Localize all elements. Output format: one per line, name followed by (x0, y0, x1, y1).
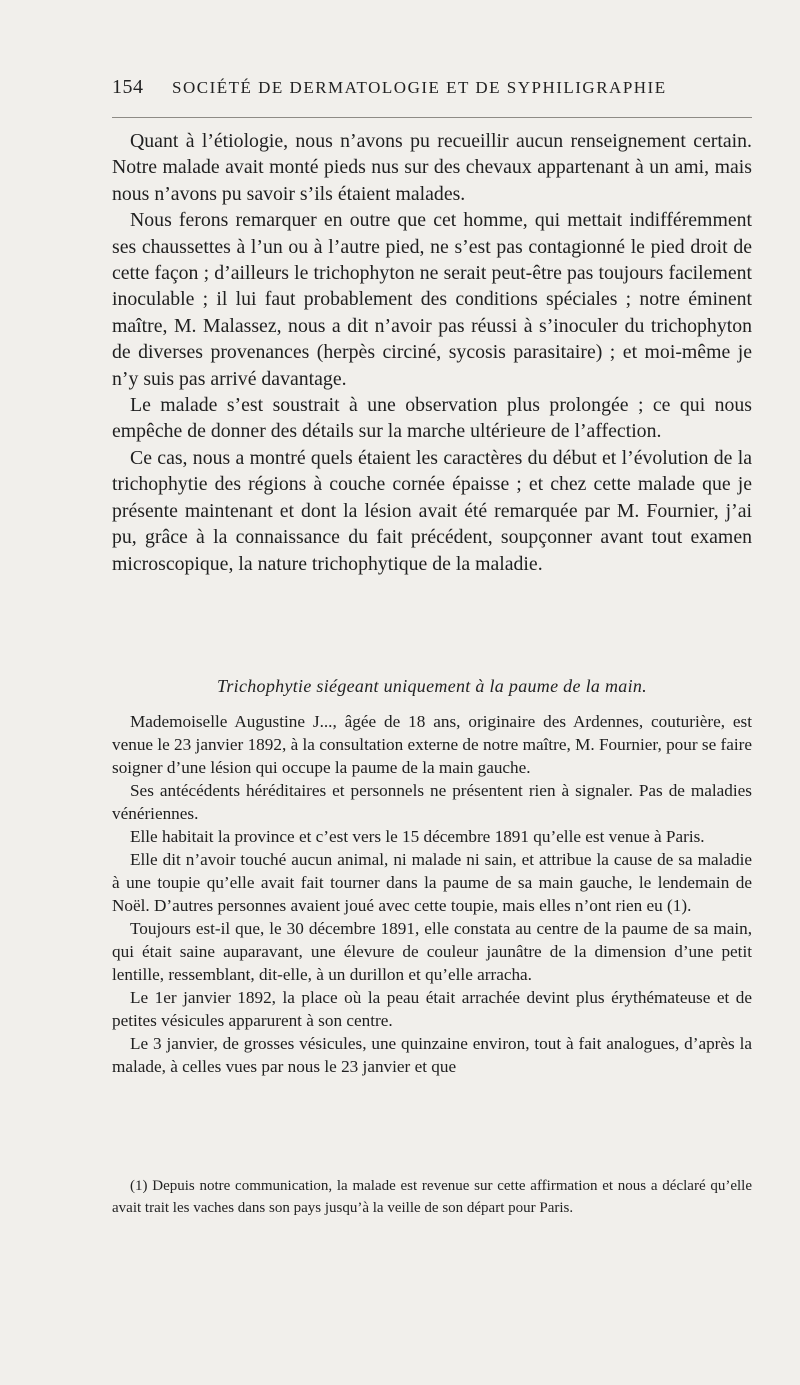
page-number: 154 (112, 76, 144, 98)
body-text (112, 128, 752, 577)
case-paragraph: Toujours est-il que, le 30 décembre 1891, elle constata au centre de la paume de sa main, qui était saine auparavant, une élevure de couleur jaunâtre de la dimension d’une petit lentille, ressemblant, dit-elle, à un durillon et qu’elle arracha. (112, 919, 752, 984)
paragraph: Le malade s’est soustrait à une observation plus prolongée ; ce qui nous empêche de donner des détails sur la marche ultérieure de l’affection. (112, 394, 752, 443)
paragraph: Quant à l’étiologie, nous n’avons pu recueillir aucun renseignement certain. Notre malade avait monté pieds nus sur des chevaux appartenant à un ami, mais nous n’avons pu savoir s’ils étaient malades. (112, 130, 752, 205)
page-header (112, 76, 752, 104)
paragraph: Nous ferons remarquer en outre que cet homme, qui mettait indifféremment ses chaussettes à l’un ou à l’autre pied, ne s’est pas contagionné le pied droit de cette façon ; d’ailleurs le trichophyton ne serait peut-être pas toujours facilement inoculable ; il lui faut probablement des conditions spéciales ; notre éminent maître, M. Malassez, nous a dit n’avoir pas réussi à s’inoculer du trichophyton de diverses provenances (herpès circiné, sycosis parasitaire) ; et moi-même je n’y suis pas arrivé davantage. (112, 209, 752, 390)
case-paragraph: Le 3 janvier, de grosses vésicules, une quinzaine environ, tout à fait analogues, d’après la malade, à celles vues par nous le 23 janvier et que (112, 1034, 752, 1076)
case-paragraph: Ses antécédents héréditaires et personnels ne présentent rien à signaler. Pas de maladies vénériennes. (112, 781, 752, 823)
paragraph: Ce cas, nous a montré quels étaient les caractères du début et l’évolution de la trichophytie des régions à couche cornée épaisse ; et chez cette malade que je présente maintenant et dont la lésion avait été remarquée par M. Fournier, j’ai pu, grâce à la connaissance du fait précédent, soupçonner avant tout examen microscopique, la nature trichophytique de la maladie. (112, 446, 752, 575)
footnote (112, 1175, 752, 1219)
case-paragraph: Elle dit n’avoir touché aucun animal, ni malade ni sain, et attribue la cause de sa maladie à une toupie qu’elle avait fait tourner dans la paume de sa main gauche, le lendemain de Noël. D’autres personnes avaient joué avec cette toupie, mais elles n’ont rien eu (1). (112, 850, 752, 915)
case-paragraph: Le 1er janvier 1892, la place où la peau était arrachée devint plus érythémateuse et de petites vésicules apparurent à son centre. (112, 988, 752, 1030)
header-rule (112, 117, 752, 118)
case-paragraph: Elle habitait la province et c’est vers le 15 décembre 1891 qu’elle est venue à Paris. (130, 827, 705, 846)
section-title: Trichophytie siégeant uniquement à la paume de la main. (217, 676, 647, 696)
running-head: SOCIÉTÉ DE DERMATOLOGIE ET DE SYPHILIGRAPHIE (172, 78, 667, 97)
case-text (112, 710, 752, 1078)
case-paragraph: Mademoiselle Augustine J..., âgée de 18 ans, originaire des Ardennes, couturière, est venue le 23 janvier 1892, à la consultation externe de notre maître, M. Fournier, pour se faire soigner d’une lésion qui occupe la paume de la main gauche. (112, 712, 752, 777)
footnote-text: (1) Depuis notre communication, la malade est revenue sur cette affirmation et nous a déclaré qu’elle avait trait les vaches dans son pays jusqu’à la veille de son départ pour Paris. (112, 1178, 752, 1216)
